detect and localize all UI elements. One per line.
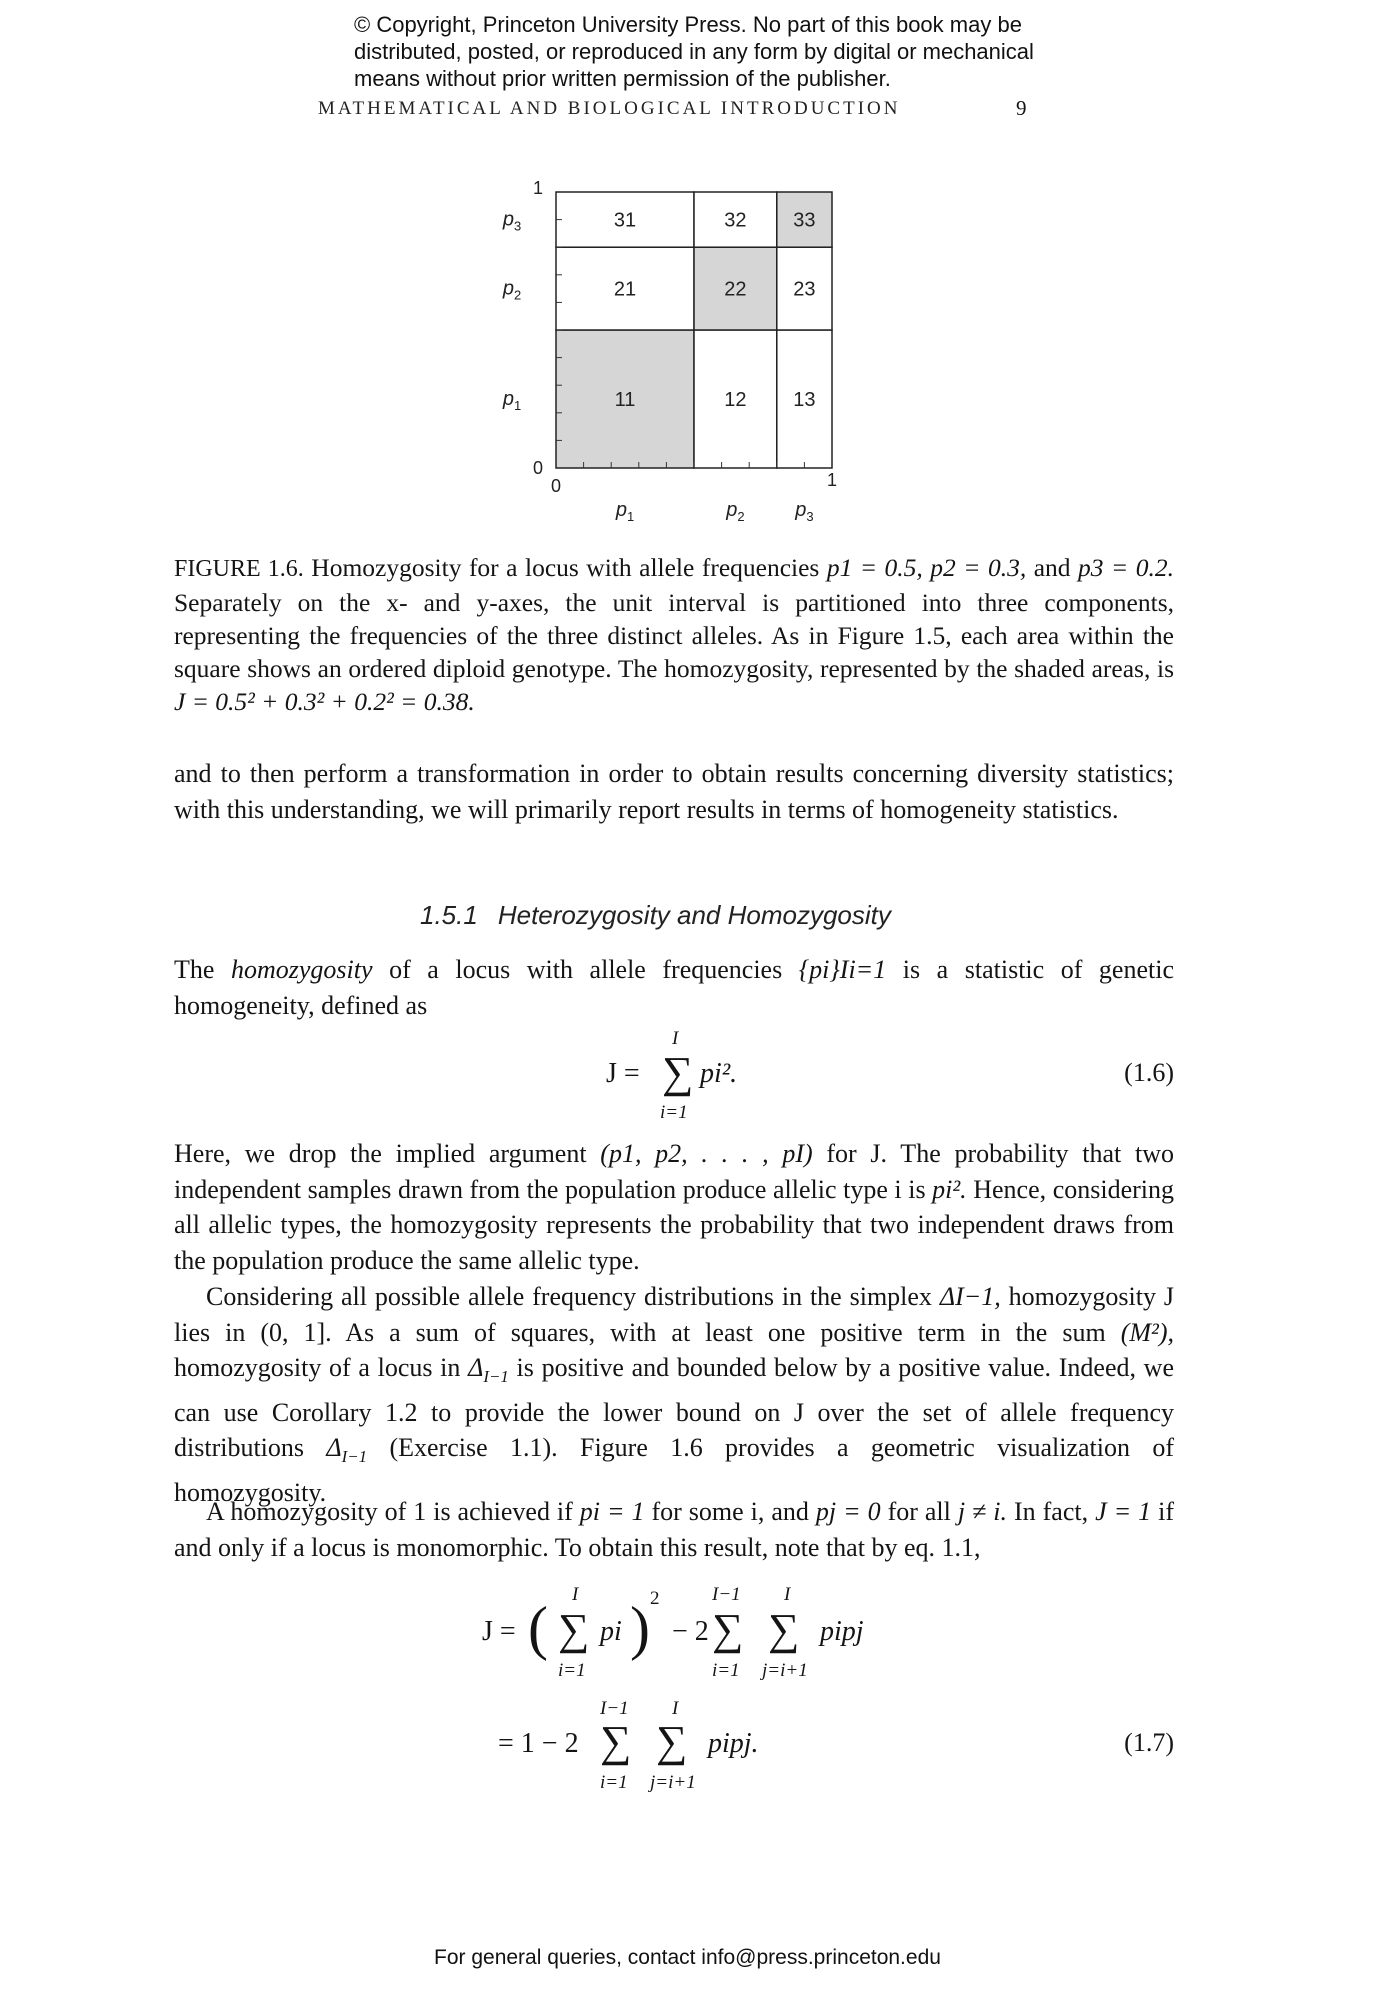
sum-upper-limit: I [784, 1584, 791, 1605]
caption-text: Separately on the x- and y-axes, the unit interval is partitioned into three components, representing the frequencies of the three distinct alleles. As in Figure 1.5, each area within the square shows an ordered diploid genotype. The homozygosity, represented by the shaded areas, is [174, 588, 1174, 683]
copyright-line: distributed, posted, or reproduced in any form by digital or mechanical [354, 39, 1034, 64]
text-run: homozygosity J lies in [174, 1282, 1174, 1347]
eq-term: pi [600, 1616, 622, 1647]
y-tick-label: 1 [532, 178, 544, 198]
inline-math: (M²), [1120, 1317, 1174, 1347]
text-run: homozygosity of a locus in [174, 1353, 469, 1382]
left-paren: ( [528, 1595, 548, 1661]
x-allele-label: $p_2$ [726, 499, 745, 524]
genotype-label: 32 [724, 209, 747, 232]
sigma-symbol: ∑ [768, 1605, 800, 1654]
caption-math: J = 0.5² + 0.3² + 0.2² = 0.38. [174, 687, 475, 716]
body-paragraph [174, 1136, 1174, 1278]
sum-lower-limit: i=1 [558, 1660, 586, 1681]
copyright-line: means without prior written permission of the publisher. [354, 66, 891, 91]
equation-number: (1.6) [1124, 1058, 1174, 1087]
text-run: is positive and bounded below by a positive value. Indeed, we can use Corollary 1.2 to provide the lower bound on J over the set of allele frequency distributions [174, 1353, 1174, 1463]
genotype-label: 12 [724, 389, 747, 411]
eq-lhs: = 1 − 2 [498, 1728, 579, 1759]
body-paragraph [174, 1279, 1174, 1510]
figure-homozygosity-square [470, 175, 890, 545]
sum-upper-limit: I [672, 1698, 679, 1719]
figure-caption [174, 551, 1174, 718]
genotype-label: 23 [793, 278, 816, 301]
text-run: (Exercise 1.1). Figure 1.6 provides a geometric visualization of homozygosity. [174, 1433, 1175, 1507]
sigma-symbol: ∑ [712, 1605, 744, 1654]
sigma-symbol: ∑ [600, 1717, 632, 1766]
genotype-label: 13 [793, 389, 816, 411]
text-run: Hence, considering all allelic types, the homozygosity represents the probability that two independent draws from the population produce the same allelic type. [174, 1174, 1175, 1275]
text-run: of a locus with allele frequencies [372, 955, 799, 984]
x-allele-label: $p_3$ [795, 499, 814, 524]
text-run: for some i, and [644, 1497, 816, 1526]
sum-lower-limit: i=1 [712, 1660, 740, 1681]
genotype-label: 21 [613, 278, 637, 301]
caption-math: p1 = 0.5, p2 = 0.3, [826, 553, 1027, 582]
text-run: if and only if a locus is monomorphic. To obtain this result, note that by eq. 1.1, [174, 1497, 1175, 1562]
eq-term: pipj. [708, 1728, 759, 1759]
caption-label: FIGURE 1.6. [174, 556, 304, 582]
inline-math: $\Delta_{I-1}$ [326, 1433, 368, 1467]
text-run: Here, we drop the implied argument [174, 1139, 601, 1168]
caption-text: Homozygosity for a locus with allele frequencies [303, 553, 827, 582]
caption-text: and [1026, 553, 1079, 582]
eq-lhs: J = [482, 1616, 516, 1647]
genotype-label: 31 [613, 209, 637, 232]
inline-math: pj = 0 [815, 1497, 881, 1526]
figure-svg [470, 175, 890, 545]
text-run: The [174, 955, 231, 984]
running-head: MATHEMATICAL AND BIOLOGICAL INTRODUCTION [318, 98, 901, 119]
inline-math: ΔI−1, [939, 1282, 1001, 1311]
inline-math: (p1, p2, . . . , pI) [600, 1139, 813, 1168]
body-paragraph [174, 1494, 1174, 1565]
sum-upper-limit: I−1 [600, 1698, 629, 1719]
section-title: Heterozygosity and Homozygosity [497, 900, 891, 930]
copyright-line: © Copyright, Princeton University Press. No part of this book may be [354, 12, 1022, 37]
inline-math: J = 1 [1095, 1497, 1152, 1526]
copyright-notice [354, 11, 1114, 92]
genotype-label: 11 [614, 389, 636, 411]
text-run: A homozygosity of 1 is achieved if [206, 1497, 580, 1526]
y-tick-label: 0 [532, 458, 544, 478]
inline-math: pi = 1 [579, 1497, 645, 1526]
exponent: 2 [650, 1588, 660, 1609]
sigma-symbol: ∑ [662, 1048, 694, 1097]
page-number: 9 [1016, 96, 1027, 120]
inline-math: $\Delta_{I-1}$ [468, 1353, 509, 1387]
x-allele-label: $p_1$ [615, 499, 635, 524]
eq-term: pipj [820, 1616, 864, 1647]
inline-math: {pi}Ii=1 [798, 955, 887, 984]
y-allele-label: $p_3$ [502, 208, 522, 234]
y-allele-label: $p_1$ [502, 388, 522, 413]
text-run: for J. The probability that two independent samples drawn from the population produce allelic type i is [174, 1139, 1175, 1204]
genotype-label: 33 [793, 209, 816, 232]
sigma-symbol: ∑ [558, 1605, 590, 1654]
inline-math: (0, 1]. [260, 1317, 332, 1347]
sum-upper-limit: I [672, 1028, 679, 1049]
text-run: As a sum of squares, with at least one positive term in the sum [331, 1317, 1121, 1347]
eq-term: pi². [700, 1058, 738, 1089]
caption-math: p3 = 0.2. [1078, 553, 1174, 582]
section-heading [420, 900, 891, 931]
equation-number: (1.7) [1124, 1728, 1174, 1757]
defined-term: homozygosity [230, 955, 373, 984]
sum-lower-limit: j=i+1 [650, 1772, 696, 1793]
genotype-label: 22 [724, 278, 747, 301]
eq-lhs: J = [606, 1058, 640, 1089]
text-run: for all [880, 1497, 958, 1526]
body-paragraph: and to then perform a transformation in order to obtain results concerning diversity statistics; with this understanding, we will primarily report results in terms of homogeneity statistics. [174, 759, 1174, 824]
text-run: In fact, [1007, 1497, 1096, 1526]
section-number: 1.5.1 [420, 900, 478, 930]
x-tick-label: 0 [550, 476, 562, 496]
x-tick-label: 1 [826, 470, 838, 490]
inline-math: pi². [932, 1174, 967, 1204]
footer-contact: For general queries, contact info@press.princeton.edu [434, 1946, 941, 1969]
sum-upper-limit: I−1 [712, 1584, 741, 1605]
sum-upper-limit: I [572, 1584, 579, 1605]
sigma-symbol: ∑ [656, 1717, 688, 1766]
sum-lower-limit: j=i+1 [762, 1660, 808, 1681]
y-allele-label: $p_2$ [502, 277, 522, 303]
right-paren: ) [630, 1595, 650, 1661]
body-paragraph [174, 952, 1174, 1023]
text-run: Considering all possible allele frequency distributions in the simplex [206, 1282, 940, 1311]
sum-lower-limit: i=1 [600, 1772, 628, 1793]
sum-lower-limit: i=1 [660, 1102, 688, 1123]
text-run: is a statistic of genetic homogeneity, defined as [174, 955, 1174, 1020]
inline-math: j ≠ i. [957, 1497, 1008, 1526]
eq-operator: − 2 [672, 1616, 709, 1647]
